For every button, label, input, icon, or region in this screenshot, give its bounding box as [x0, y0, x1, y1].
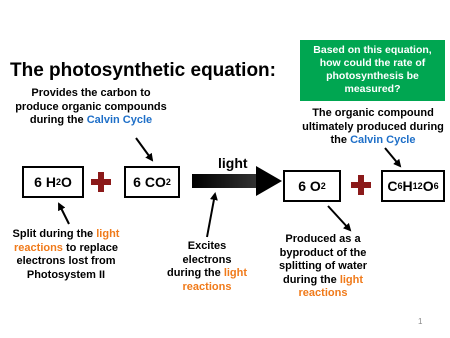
co2-coef: 6 [133, 174, 141, 190]
glucose-h-sub: 12 [412, 181, 423, 191]
plus-icon [351, 175, 371, 195]
note-organic-highlight: Calvin Cycle [350, 134, 416, 146]
note-carbon-text: Provides the carbon to produce organic compounds during the [15, 87, 167, 126]
plus-icon [91, 172, 111, 192]
pointer-arrow [136, 138, 152, 160]
co2-sub: 2 [165, 177, 171, 187]
note-excites-highlight: light reactions [182, 267, 248, 293]
o2-o: O [309, 178, 321, 194]
arrow-label: light [218, 155, 248, 171]
note-split-after: to replace electrons lost from Photosystem II [16, 241, 118, 281]
water-h: H [45, 174, 56, 190]
reaction-arrow [192, 166, 282, 196]
pointer-arrow [207, 194, 215, 237]
pointer-arrow [385, 148, 400, 166]
o2-sub: 2 [320, 181, 326, 191]
note-carbon-highlight: Calvin Cycle [86, 114, 153, 126]
page-title: The photosynthetic equation: [10, 60, 276, 81]
water-sub: 2 [55, 177, 61, 187]
glucose-c: C [387, 178, 398, 194]
question-box: Based on this equation, how could the rate of photosynthesis be measured? [300, 40, 445, 101]
pointer-arrow [59, 204, 69, 224]
note-produced-text: Produced as a byproduct of the splitting of water during the [279, 233, 367, 286]
page-number: 1 [418, 317, 423, 326]
pointer-arrow [328, 206, 350, 230]
o2-coef: 6 [298, 178, 306, 194]
note-split-before: Split during the [12, 228, 94, 240]
glucose-h: H [402, 178, 413, 194]
glucose-c-sub: 6 [397, 181, 403, 191]
note-organic-text: The organic compound ultimately produced during the [302, 107, 444, 146]
glucose-o: O [422, 178, 434, 194]
note-excites-text: Excites electrons during the [166, 240, 232, 279]
glucose-o-sub: 6 [433, 181, 439, 191]
note-split-highlight: light reactions [14, 228, 120, 254]
water-coef: 6 [34, 174, 42, 190]
co2-co: CO [144, 174, 166, 190]
water-o: O [60, 174, 72, 190]
note-produced-highlight: light reactions [298, 273, 364, 299]
